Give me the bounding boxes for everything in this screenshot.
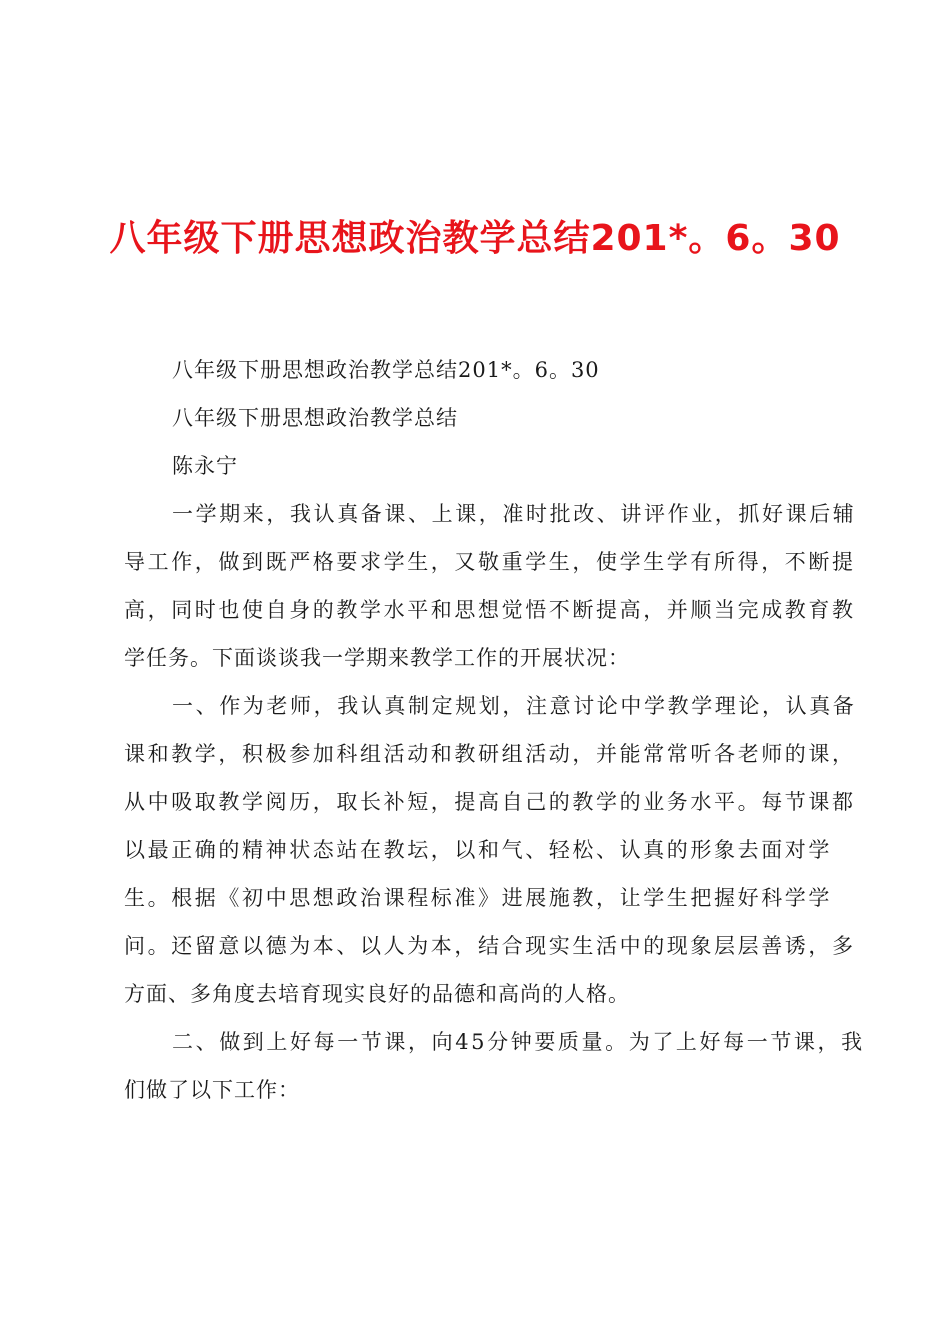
paragraph-line: 高，同时也使自身的教学水平和思想觉悟不断提高，并顺当完成教育教 bbox=[124, 598, 856, 622]
author-line: 陈永宁 bbox=[172, 454, 238, 478]
paragraph-line: 导工作，做到既严格要求学生，又敬重学生，使学生学有所得，不断提 bbox=[124, 550, 856, 574]
paragraph-line: 问。还留意以德为本、以人为本，结合现实生活中的现象层层善诱，多 bbox=[124, 934, 856, 958]
paragraph-line: 们做了以下工作： bbox=[124, 1078, 300, 1102]
subtitle-date-line: 八年级下册思想政治教学总结201*。6。30 bbox=[172, 358, 600, 382]
document-title: 八年级下册思想政治教学总结201*。6。30 bbox=[109, 218, 841, 259]
paragraph-line: 一学期来，我认真备课、上课，准时批改、讲评作业，抓好课后辅 bbox=[172, 502, 857, 526]
paragraph-line: 课和教学，积极参加科组活动和教研组活动，并能常常听各老师的课， bbox=[124, 742, 856, 766]
paragraph-line: 以最正确的精神状态站在教坛，以和气、轻松、认真的形象去面对学 bbox=[124, 838, 832, 862]
paragraph-line: 从中吸取教学阅历，取长补短，提高自己的教学的业务水平。每节课都 bbox=[124, 790, 856, 814]
document-body bbox=[124, 346, 865, 1114]
paragraph-line: 学任务。下面谈谈我一学期来教学工作的开展状况： bbox=[124, 646, 630, 670]
paragraph-line: 方面、多角度去培育现实良好的品德和高尚的人格。 bbox=[124, 982, 630, 1006]
paragraph-line: 一、作为老师，我认真制定规划，注意讨论中学教学理论，认真备 bbox=[172, 694, 857, 718]
subtitle-line: 八年级下册思想政治教学总结 bbox=[172, 406, 458, 430]
paragraph-line: 二、做到上好每一节课，向45分钟要质量。为了上好每一节课，我 bbox=[172, 1030, 865, 1054]
paragraph-line: 生。根据《初中思想政治课程标准》进展施教，让学生把握好科学学 bbox=[124, 886, 832, 910]
